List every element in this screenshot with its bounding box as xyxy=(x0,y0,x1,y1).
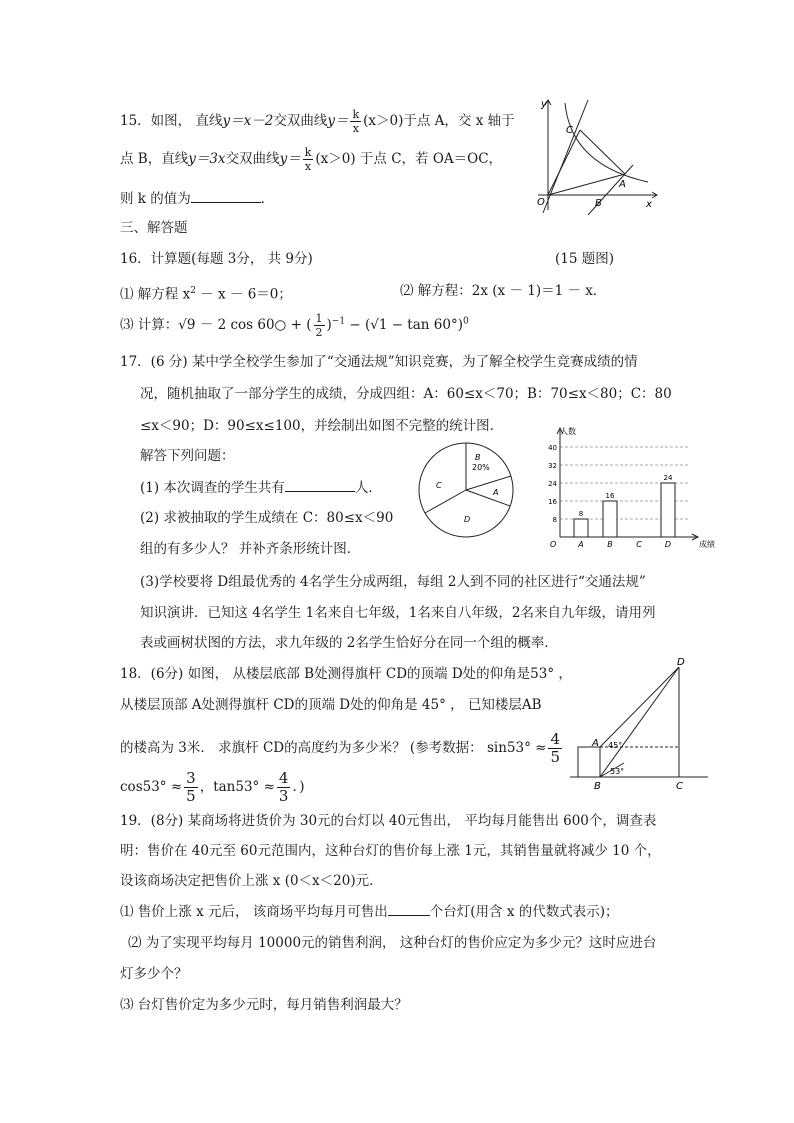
pie-label-a: A xyxy=(493,488,499,497)
point-label-c: C xyxy=(566,125,573,136)
answer-blank xyxy=(388,903,430,916)
y-axis-title: 人数 xyxy=(560,427,576,436)
q16-part1: ⑴ 解方程 $x^2 - x - 6=0$； xyxy=(120,286,292,303)
q15-figure xyxy=(533,95,663,215)
q19-line7: ⑶ 台灯售价定为多少元时，每月销售利润最大？ xyxy=(120,997,408,1013)
x-tick-label: C xyxy=(636,540,642,549)
answer-blank xyxy=(191,190,261,203)
q18-line3: 的楼高为 3米． 求旗杆 CD的高度约为多少米？ (参考数据： sin53° ≈ $\frac{4}{5}$ xyxy=(120,730,560,766)
q15-caption: (15 题图) xyxy=(555,251,615,267)
y-tick-label: 32 xyxy=(548,462,557,470)
q18-line1: 18．(6分) 如图， 从楼层底部 B处测得旗杆 CD的顶端 D处的仰角是53° ， xyxy=(120,666,572,682)
x-axis-title: 成绩 xyxy=(699,540,715,549)
q15-curve-eq: y＝ xyxy=(327,113,349,129)
q17-line6: (2) 求被抽取的学生成绩在 C：80≤x＜90 xyxy=(140,510,394,526)
fraction-k-over-x: $\frac{k}{x}$ xyxy=(352,108,360,135)
origin-label: O xyxy=(550,540,557,549)
x-tick-label: D xyxy=(664,540,672,549)
y-tick-label: 40 xyxy=(548,444,557,452)
q17-line3: ≤x＜90；D：90≤x≤100，并绘制出如图不完整的统计图． xyxy=(140,418,504,434)
pie-label-d: D xyxy=(464,515,471,524)
axis-y-label: y xyxy=(541,99,547,110)
q15-line1 xyxy=(120,108,515,135)
y-tick-label: 8 xyxy=(552,516,557,524)
bar-D xyxy=(661,483,675,537)
q15-line-eq: y＝x－2 xyxy=(222,113,274,129)
q17-line8: (3)学校要将 D组最优秀的 4名学生分成两组，每组 2人到不同的社区进行“交通法规” xyxy=(140,574,646,590)
q15-curve-eq: y＝ xyxy=(279,151,301,167)
section-heading: 三、解答题 xyxy=(120,220,188,236)
y-tick-label: 16 xyxy=(548,498,557,506)
q19-line5: ⑵ 为了实现平均每月 10000元的销售利润， 这种台灯的售价应定为多少元？这时应进台 xyxy=(128,935,657,951)
q15-text: (x＞0) 于点 C，若 OA＝OC， xyxy=(315,151,503,167)
q17-line7: 组的有多少人？ 并补齐条形统计图． xyxy=(140,541,361,557)
answer-blank xyxy=(285,479,355,492)
point-label-c: C xyxy=(676,781,683,792)
fraction-tan53: $\frac{4}{3}$ xyxy=(278,769,289,805)
pie-slice-divider xyxy=(466,476,511,490)
q17-line4: 解答下列问题： xyxy=(140,448,235,464)
q15-line2-eq: y＝3x xyxy=(188,151,226,167)
q17-line2: 况，随机抽取了一部分学生的成绩，分成四组：A：60≤x＜70；B：70≤x＜80；C：80 xyxy=(140,386,672,402)
q19-line2: 明：售价在 40元至 60元范围内，这种台灯的售价每上涨 1元，其销售量就将减少 10 个， xyxy=(120,843,661,859)
y-tick-label: 24 xyxy=(548,480,557,488)
pie-label-b: B xyxy=(475,453,481,462)
angle-label-53: 53° xyxy=(610,767,625,776)
point-label-d: D xyxy=(677,657,685,668)
bar-chart xyxy=(540,422,725,552)
point-label-b: B xyxy=(594,781,601,792)
x-tick-label: B xyxy=(607,540,613,549)
bar-A xyxy=(574,519,588,537)
bar-B xyxy=(603,501,617,537)
q19-line6: 灯多少个？ xyxy=(120,966,188,982)
bar-value-label: 8 xyxy=(578,510,584,518)
fraction-one-half: $\frac{1}{2}$ xyxy=(315,312,323,339)
bar-value-label: 16 xyxy=(605,492,615,500)
q15-line2 xyxy=(120,146,502,173)
q15-line3: 则 k 的值为 ． xyxy=(120,191,275,207)
pie-slice-divider xyxy=(466,490,510,506)
q18-figure xyxy=(570,655,710,793)
q18-line2: 从楼层顶部 A处测得旗杆 CD的顶端 D处的仰角是 45° ， 已知楼层AB xyxy=(120,697,542,713)
axis-x-label: x xyxy=(646,199,652,210)
q15-text: 15．如图， 直线 xyxy=(120,113,223,129)
fraction-k-over-x: $\frac{k}{x}$ xyxy=(304,146,312,173)
q15-text: 点 B，直线 xyxy=(120,151,189,167)
angle-label-45: 45° xyxy=(608,741,623,750)
q19-line4: ⑴ 售价上涨 x 元后， 该商场平均每月可售出 个台灯(用含 x 的代数式表示)； xyxy=(120,904,619,920)
point-label-b: B xyxy=(595,198,602,209)
q17-line10: 表或画树状图的方法，求九年级的 2名学生恰好分在同一个组的概率． xyxy=(140,635,558,651)
q15-text: 则 k 的值为 xyxy=(120,191,191,207)
pie-label-c: C xyxy=(436,481,442,490)
q15-text: (x＞0)于点 A，交 x 轴于 xyxy=(363,113,515,129)
fraction-sin53: $\frac{4}{5}$ xyxy=(550,730,560,766)
q16-title: 16．计算题(每题 3分， 共 9分) xyxy=(120,251,313,267)
q16-part2: ⑵ 解方程：2x (x － 1)＝1 － x． xyxy=(400,283,607,299)
q17-line1: 17．(6 分) 某中学全校学生参加了“交通法规”知识竞赛，为了解全校学生竞赛成绩的情 xyxy=(120,354,638,370)
pie-slice-divider xyxy=(425,490,466,513)
q16-part3: ⑶ 计算：√9 － 2 cos 60○ + ( $\frac{1}{2}$ )$^{-1} - (√1 - \tan 60^\circ)^0$ xyxy=(120,312,469,339)
q17-line5: (1) 本次调查的学生共有 人． xyxy=(140,480,382,496)
x-tick-label: A xyxy=(578,540,584,549)
bar-value-label: 24 xyxy=(663,474,673,482)
point-label-a: A xyxy=(619,179,626,190)
q19-line1: 19．(8分) 某商场将进货价为 30元的台灯以 40元售出， 平均每月能售出 600个，调查表 xyxy=(120,813,657,829)
q15-text: 交双曲线 xyxy=(225,151,280,167)
q17-line9: 知识演讲．已知这 4名学生 1名来自七年级，1名来自八年级，2名来自九年级，请用列 xyxy=(140,605,656,621)
q19-line3: 设该商场决定把售价上涨 x (0＜x＜20)元． xyxy=(120,873,383,889)
pie-chart xyxy=(416,440,516,540)
q15-text: 交双曲线 xyxy=(273,113,328,129)
point-label-o: O xyxy=(537,197,545,208)
point-label-a: A xyxy=(592,738,599,749)
q18-line4: cos53° ≈ $\frac{3}{5}$ ，tan53° ≈ $\frac{4}{3}$ ．) xyxy=(120,769,305,805)
fraction-cos53: $\frac{3}{5}$ xyxy=(186,769,196,805)
pie-label-b-percent: 20% xyxy=(472,463,490,472)
